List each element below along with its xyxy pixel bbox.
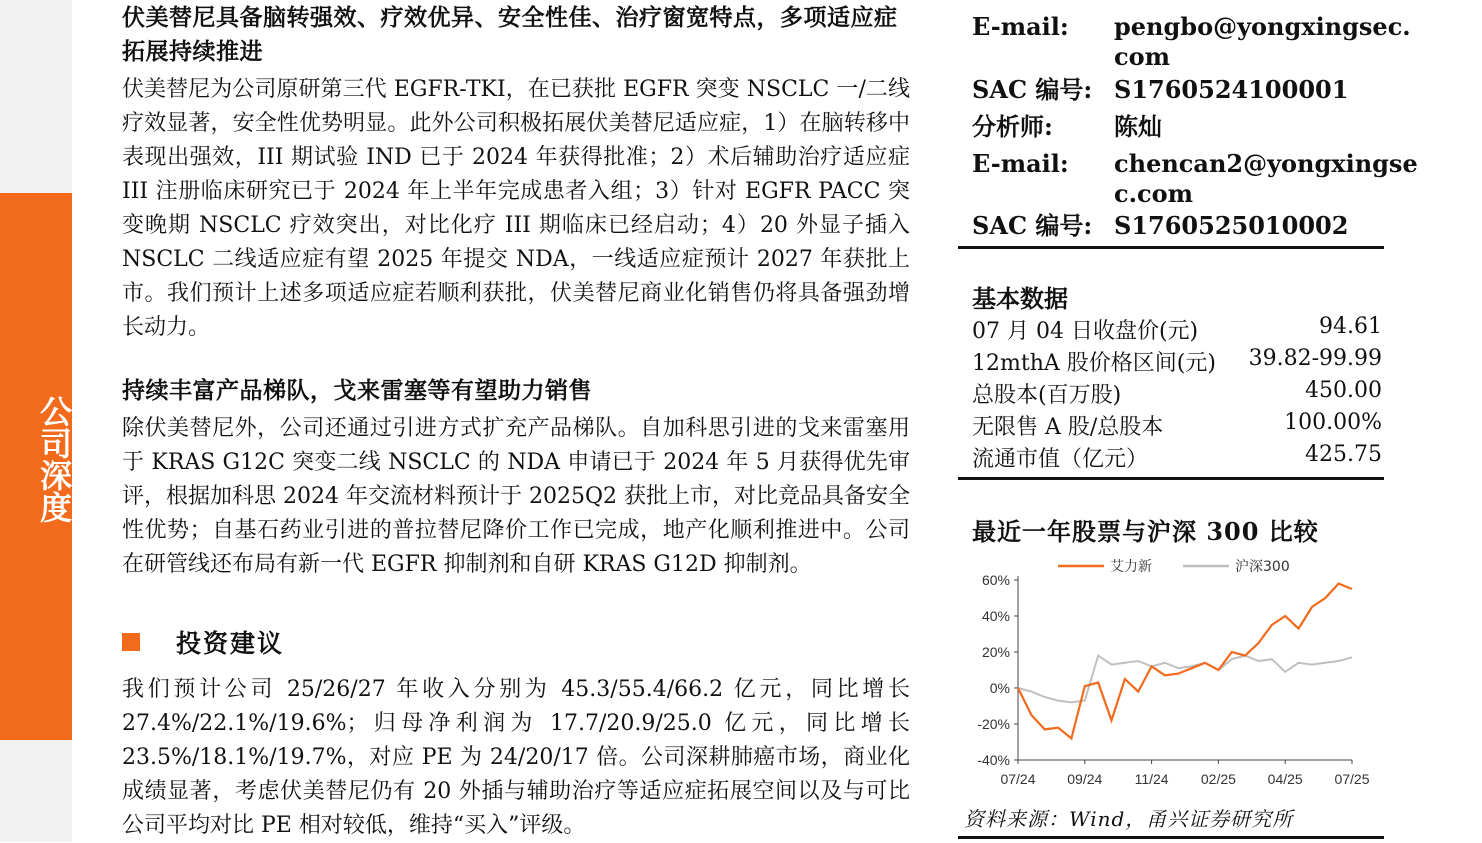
contact-analyst: 陈灿 [1114,112,1162,141]
stat-label: 总股本(百万股) [972,383,1122,408]
y-tick-label: 60% [981,572,1010,588]
x-tick-label: 07/24 [1000,771,1036,787]
paragraph-investment: 我们预计公司 25/26/27 年收入分别为 45.3/55.4/66.2 亿元，同比增长 27.4%/22.1%/19.6%；归母净利润为 17.7/20.9/25.0 亿元，同比增长 23.5%/18.1%/19.7%，对应 PE 为 24/20/17 倍。公司深耕肺癌市场，商业化成绩显著，考虑伏美替尼仍有 20 外插与辅助治疗等适应症拓展空间以及与可比公司平均对比 PE 相对较低，维持“买入”评级。 [122,677,910,838]
contact-email-2[interactable] [1114,149,1418,209]
x-tick-label: 11/24 [1134,771,1169,787]
chart-svg [958,552,1384,792]
email-line-2: com [1114,42,1171,71]
divider [958,836,1384,839]
stat-row [972,378,1382,410]
stat-row [972,442,1382,474]
series-line-index [1018,656,1352,703]
stat-value: 425.75 [1305,442,1382,467]
y-tick-label: 40% [981,608,1010,624]
series-line-stock [1018,584,1352,739]
section-investment-advice [122,624,284,660]
contact-key: SAC 编号: [972,211,1093,240]
square-bullet-icon [122,633,140,651]
divider [958,477,1384,480]
sidebar-label: 公司深度 [35,395,73,523]
email-line-1: pengbo@yongxingsec. [1114,12,1411,41]
email-line-1: chencan2@yongxingse [1114,149,1418,178]
stat-value: 100.00% [1284,410,1382,435]
stat-label: 12mthA 股价格区间(元) [972,351,1216,376]
contact-key: E-mail: [972,12,1069,41]
x-tick-label: 02/25 [1200,771,1236,787]
heading-pipeline: 持续丰富产品梯队，戈来雷塞等有望助力销售 [122,377,592,404]
contact-key: 分析师: [972,112,1053,141]
legend-label: 艾力新 [1110,559,1152,575]
stat-label: 07 月 04 日收盘价(元) [972,319,1199,344]
paragraph-pipeline: 除伏美替尼外，公司还通过引进方式扩充产品梯队。自加科思引进的戈来雷塞用于 KRAS G12C 突变二线 NSCLC 的 NDA 申请已于 2024 年 5 月获得优先审评，根据加科思 2024 年交流材料预计于 2025Q2 获批上市，对比竞品具备安全性优势；自基石药业引进的普拉替尼降价工作已完成，地产化顺利推进中。公司在研管线还布局有新一代 EGFR 抑制剂和自研 KRAS G12D 抑制剂。 [122,416,910,577]
contact-key: SAC 编号: [972,75,1093,104]
section-title-text: 投资建议 [176,629,285,658]
divider [958,246,1384,249]
source-note: 资料来源：Wind，甬兴证券研究所 [964,807,1294,831]
x-tick-label: 04/25 [1267,771,1303,787]
contact-sac: S1760524100001 [1114,75,1349,104]
contact-email-1[interactable] [1114,12,1411,72]
stock-comparison-chart [958,552,1384,792]
email-line-2: c.com [1114,179,1193,208]
stat-value: 39.82-99.99 [1248,346,1382,371]
stat-label: 无限售 A 股/总股本 [972,415,1164,440]
chart-title: 最近一年股票与沪深 300 比较 [972,517,1319,546]
contact-key: E-mail: [972,149,1069,178]
basic-data-title: 基本数据 [972,284,1068,313]
stat-label: 流通市值（亿元） [972,447,1149,472]
y-tick-label: -40% [977,752,1010,768]
y-tick-label: 0% [989,680,1010,696]
contact-sac: S1760525010002 [1114,211,1349,240]
stat-row [972,410,1382,442]
y-tick-label: -20% [977,716,1010,732]
x-tick-label: 09/24 [1067,771,1103,787]
legend-label: 沪深300 [1235,559,1290,575]
stat-value: 450.00 [1305,378,1382,403]
stat-row [972,314,1382,346]
y-tick-label: 20% [981,644,1010,660]
heading-furmonertinib: 伏美替尼具备脑转强效、疗效优异、安全性佳、治疗窗宽特点，多项适应症拓展持续推进 [122,4,898,65]
x-tick-label: 07/25 [1334,771,1370,787]
paragraph-furmonertinib: 伏美替尼为公司原研第三代 EGFR-TKI，在已获批 EGFR 突变 NSCLC 一/二线疗效显著，安全性优势明显。此外公司积极拓展伏美替尼适应症，1）在脑转移中表现出强效，III 期试验 IND 已于 2024 年获得批准；2）术后辅助治疗适应症 III 注册临床研究已于 2024 年上半年完成患者入组；3）针对 EGFR PACC 突变晚期 NSCLC 疗效突出，对比化疗 III 期临床已经启动；4）20 外显子插入 NSCLC 二线适应症有望 2025 年提交 NDA，一线适应症预计 2027 年获批上市。我们预计上述多项适应症若顺利获批，伏美替尼商业化销售仍将具备强劲增长动力。 [122,77,910,340]
stat-value: 94.61 [1319,314,1382,339]
stat-row [972,346,1382,378]
